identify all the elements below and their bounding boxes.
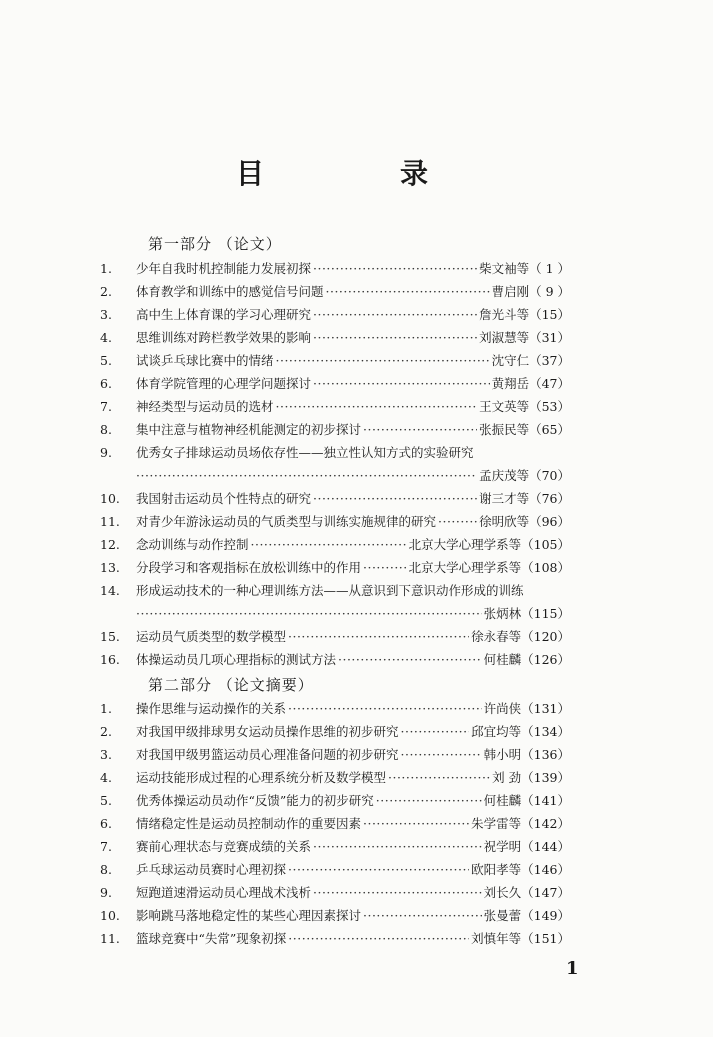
toc-entry: [100, 790, 570, 812]
entry-author: 张振民等: [479, 422, 530, 437]
entry-title: 高中生上体育课的学习心理研究: [136, 307, 312, 322]
entry-page: （105）: [521, 537, 570, 552]
entry-number: 14.: [100, 583, 120, 598]
entry-number: 6.: [100, 376, 112, 391]
toc-entry: [100, 534, 570, 556]
entry-number: 9.: [100, 445, 112, 460]
toc-entry: [100, 859, 570, 881]
entry-title: 对我国甲级男篮运动员心理准备问题的初步研究: [136, 747, 399, 762]
leader-dots: [401, 721, 470, 743]
leader-dots: [313, 488, 477, 510]
leader-dots: [338, 649, 482, 671]
entry-number: 8.: [100, 422, 112, 437]
leader-dots: [288, 626, 469, 648]
title-char-2: 录: [400, 157, 429, 190]
toc-entry: [100, 396, 570, 418]
leader-dots: [326, 281, 490, 303]
entry-title: 集中注意与植物神经机能测定的初步探讨: [136, 422, 362, 437]
entry-author: 何桂麟: [483, 793, 522, 808]
entry-author: 许尚侠: [483, 701, 522, 716]
entry-title: 赛前心理状态与竞赛成绩的关系: [136, 839, 312, 854]
entry-author: 刘慎年等: [471, 931, 522, 946]
leader-dots: [401, 744, 482, 766]
page-number: 1: [566, 958, 579, 979]
entry-author: 沈守仁: [491, 353, 530, 368]
entry-number: 6.: [100, 816, 112, 831]
entry-number: 1.: [100, 701, 112, 716]
entry-page: （ 9 ）: [529, 284, 570, 299]
entry-title: 乒乓球运动员赛时心理初探: [136, 862, 287, 877]
leader-dots: [438, 511, 477, 533]
entry-page: （141）: [521, 793, 570, 808]
entry-author: 詹光斗等: [479, 307, 530, 322]
leader-dots: [363, 557, 407, 579]
entry-author: 韩小明: [483, 747, 522, 762]
entry-page: （37）: [529, 353, 570, 368]
entry-number: 5.: [100, 793, 112, 808]
entry-author: 张炳林: [483, 606, 522, 621]
toc-entry: [100, 511, 570, 533]
entry-page: （70）: [529, 468, 570, 483]
entry-author: 欧阳孝等: [471, 862, 522, 877]
toc-entry: [100, 350, 570, 372]
entry-number: 7.: [100, 399, 112, 414]
entry-title: 影响跳马落地稳定性的某些心理因素探讨: [136, 908, 362, 923]
toc-entry: [100, 882, 570, 904]
entry-author: 朱学雷等: [471, 816, 522, 831]
entry-title: 短跑道速滑运动员心理战术浅析: [136, 885, 312, 900]
entry-number: 10.: [100, 908, 120, 923]
entry-title: 体操运动员几项心理指标的测试方法: [136, 652, 337, 667]
entry-number: 11.: [100, 514, 120, 529]
toc-entry: [100, 626, 570, 648]
entry-title: 对青少年游泳运动员的气质类型与训练实施规律的研究: [136, 514, 437, 529]
toc-entry: [100, 304, 570, 326]
entry-author: 孟庆茂等: [479, 468, 530, 483]
entry-author: 刘 劲: [492, 770, 522, 785]
toc-entry: [100, 649, 570, 671]
entry-title: 优秀体操运动员动作“反馈”能力的初步研究: [136, 793, 374, 808]
toc-entry: [100, 373, 570, 395]
leader-dots: [376, 790, 482, 812]
entry-author: 刘长久: [483, 885, 522, 900]
entry-number: 2.: [100, 284, 112, 299]
part2-heading: 第二部分 （论文摘要）: [148, 676, 314, 694]
entry-title: 体育学院管理的心理学问题探讨: [136, 376, 312, 391]
leader-dots: [363, 419, 477, 441]
toc-entry: [100, 836, 570, 858]
entry-title: 神经类型与运动员的选材: [136, 399, 274, 414]
entry-page: （53）: [529, 399, 570, 414]
entry-author: 曹启刚: [491, 284, 530, 299]
entry-page: （142）: [521, 816, 570, 831]
entry-page: （108）: [521, 560, 570, 575]
entry-number: 13.: [100, 560, 120, 575]
entry-author: 柴文袖等: [479, 261, 530, 276]
entry-number: 9.: [100, 885, 112, 900]
entry-page: （139）: [521, 770, 570, 785]
title-char-1: 目: [236, 157, 265, 190]
toc-entry: [100, 442, 570, 464]
entry-author: 徐明欣等: [479, 514, 530, 529]
leader-dots: [313, 373, 490, 395]
entry-title: 分段学习和客观指标在放松训练中的作用: [136, 560, 362, 575]
entry-number: 10.: [100, 491, 120, 506]
entry-title: 篮球竞赛中“失常”现象初探: [136, 931, 287, 946]
entry-number: 11.: [100, 931, 120, 946]
entry-page: （136）: [521, 747, 570, 762]
entry-page: （126）: [521, 652, 570, 667]
entry-page: （ 1 ）: [529, 261, 570, 276]
leader-dots: [363, 813, 469, 835]
leader-dots: [313, 304, 477, 326]
leader-dots: [276, 396, 478, 418]
entry-author: 王文英等: [479, 399, 530, 414]
toc-entry: [100, 488, 570, 510]
toc-entry: [100, 767, 570, 789]
leader-dots: [313, 258, 477, 280]
entry-author: 邱宜均等: [471, 724, 522, 739]
toc-entry: [100, 580, 570, 602]
entry-title: 思维训练对跨栏教学效果的影响: [136, 330, 312, 345]
entry-author: 黄翔岳: [491, 376, 530, 391]
leader-dots: [313, 836, 482, 858]
entry-title: 操作思维与运动操作的关系: [136, 701, 287, 716]
entry-number: 2.: [100, 724, 112, 739]
entry-title: 念动训练与动作控制: [136, 537, 249, 552]
entry-page: （131）: [521, 701, 570, 716]
entry-page: （146）: [521, 862, 570, 877]
toc-entry: [100, 744, 570, 766]
entry-title: 试谈乒乓球比赛中的情绪: [136, 353, 274, 368]
entry-number: 8.: [100, 862, 112, 877]
entry-page: （115）: [521, 606, 570, 621]
leader-dots: [363, 905, 482, 927]
entry-page: （151）: [521, 931, 570, 946]
entry-page: （47）: [529, 376, 570, 391]
entry-page: （96）: [529, 514, 570, 529]
toc-entry: [100, 557, 570, 579]
toc-entry: [100, 698, 570, 720]
leader-dots: [136, 465, 477, 487]
toc-entry: [100, 327, 570, 349]
entry-number: 12.: [100, 537, 120, 552]
entry-number: 4.: [100, 330, 112, 345]
entry-page: （31）: [529, 330, 570, 345]
entry-page: （76）: [529, 491, 570, 506]
toc-entry: [100, 905, 570, 927]
toc-entry: [100, 281, 570, 303]
leader-dots: [136, 603, 482, 625]
entry-title: 体育教学和训练中的感觉信号问题: [136, 284, 324, 299]
entry-author: 张曼蕾: [483, 908, 522, 923]
leader-dots: [276, 350, 490, 372]
toc-entry-continuation: [136, 465, 570, 487]
toc-entry: [100, 928, 570, 950]
entry-number: 5.: [100, 353, 112, 368]
entry-author: 徐永春等: [471, 629, 522, 644]
entry-author: 祝学明: [483, 839, 522, 854]
toc-entry: [100, 258, 570, 280]
entry-title: 少年自我时机控制能力发展初探: [136, 261, 312, 276]
leader-dots: [288, 698, 482, 720]
entry-page: （134）: [521, 724, 570, 739]
entry-title: 形成运动技术的一种心理训练方法——从意识到下意识动作形成的训练: [136, 583, 524, 598]
toc-entry: [100, 721, 570, 743]
leader-dots: [313, 327, 477, 349]
entry-page: （149）: [521, 908, 570, 923]
entry-title: 情绪稳定性是运动员控制动作的重要因素: [136, 816, 362, 831]
entry-number: 7.: [100, 839, 112, 854]
part1-heading: 第一部分 （论文）: [148, 235, 282, 253]
entry-page: （144）: [521, 839, 570, 854]
entry-title: 运动技能形成过程的心理系统分析及数学模型: [136, 770, 387, 785]
leader-dots: [288, 928, 469, 950]
entry-title: 对我国甲级排球男女运动员操作思维的初步研究: [136, 724, 399, 739]
entry-number: 1.: [100, 261, 112, 276]
entry-author: 谢三才等: [479, 491, 530, 506]
entry-author: 刘淑慧等: [479, 330, 530, 345]
leader-dots: [288, 859, 469, 881]
entry-number: 4.: [100, 770, 112, 785]
entry-number: 3.: [100, 307, 112, 322]
entry-title: 优秀女子排球运动员场依存性——独立性认知方式的实验研究: [136, 445, 474, 460]
leader-dots: [313, 882, 482, 904]
toc-entry: [100, 419, 570, 441]
entry-number: 16.: [100, 652, 120, 667]
entry-author: 北京大学心理学系等: [408, 537, 522, 552]
leader-dots: [388, 767, 490, 789]
entry-author: 北京大学心理学系等: [408, 560, 522, 575]
entry-page: （147）: [521, 885, 570, 900]
entry-author: 何桂麟: [483, 652, 522, 667]
entry-page: （120）: [521, 629, 570, 644]
entry-title: 运动员气质类型的数学模型: [136, 629, 287, 644]
entry-number: 3.: [100, 747, 112, 762]
entry-number: 15.: [100, 629, 120, 644]
entry-page: （15）: [529, 307, 570, 322]
toc-entry: [100, 813, 570, 835]
leader-dots: [251, 534, 407, 556]
toc-entry-continuation: [136, 603, 570, 625]
entry-page: （65）: [529, 422, 570, 437]
entry-title: 我国射击运动员个性特点的研究: [136, 491, 312, 506]
